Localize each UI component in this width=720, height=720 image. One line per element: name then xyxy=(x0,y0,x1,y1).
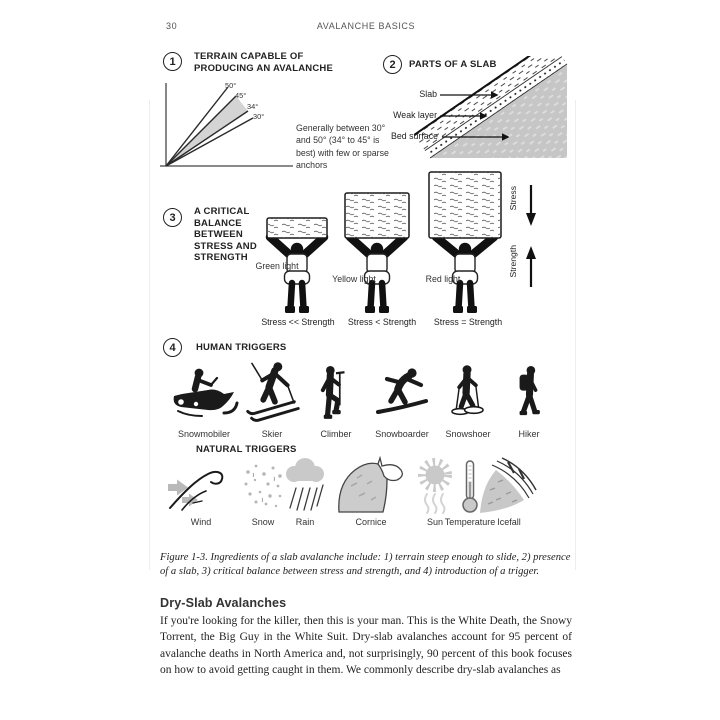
layer-label-bed-surface: Bed surface xyxy=(391,131,438,141)
human-trigger-skier xyxy=(238,356,306,439)
page-edge-right xyxy=(575,100,576,570)
natural-trigger-label: Cornice xyxy=(355,517,387,527)
snowshoer-icon xyxy=(434,360,502,426)
slab-layers-diagram xyxy=(400,56,570,162)
natural-trigger-rain xyxy=(282,454,328,527)
human-trigger-label: Snowmobiler xyxy=(177,429,231,439)
climber-icon xyxy=(303,360,369,426)
strength-up-arrow-icon xyxy=(524,245,538,289)
cornice-icon xyxy=(337,456,405,514)
human-trigger-climber xyxy=(303,356,369,439)
figure-caption: Figure 1-3. Ingredients of a slab avalanche include: 1) terrain steep enough to slide, 2) presence of a slab, 3) critical balance between stress and strength, and 4) introduction of a trigger. xyxy=(160,552,571,578)
rain-icon xyxy=(282,458,328,514)
human-trigger-label: Snowshoer xyxy=(445,429,491,439)
natural-trigger-label: Temperature xyxy=(444,517,496,527)
natural-trigger-cornice xyxy=(337,454,405,527)
case-label-red: Red light xyxy=(425,274,461,284)
angle-label-30: 30° xyxy=(253,112,265,121)
terrain-note: Generally between 30° and 50° (34° to 45° is best) with few or sparse anchors xyxy=(296,123,389,170)
panel-title-slab: PARTS OF A SLAB xyxy=(409,59,497,70)
human-trigger-hiker xyxy=(496,356,562,439)
body-paragraph: If you're looking for the killer, then this is your man. This is the White Death, the Snowy Torrent, the Big Guy in the White Suit. Dry-slab avalanches account for 95 percent of avalanche deaths in North America and, not surprisingly, 90 percent of this book focuses on how to avoid getting caught in them. We commonly describe dry-slab avalanches as xyxy=(160,615,572,677)
snowboarder-iconbox xyxy=(367,356,437,426)
natural-trigger-label: Icefall xyxy=(497,517,521,527)
natural-trigger-wind xyxy=(163,454,239,527)
case-label-yellow: Yellow light xyxy=(332,274,376,284)
natural-triggers-title: NATURAL TRIGGERS xyxy=(196,444,297,455)
natural-trigger-label: Sun xyxy=(426,517,443,527)
hiker-icon xyxy=(496,360,562,426)
natural-trigger-snow xyxy=(240,454,286,527)
snowmobiler-iconbox xyxy=(168,356,240,426)
stress-axis-label: Stress xyxy=(508,186,518,211)
relation-green: Stress << Strength xyxy=(261,317,335,327)
human-trigger-snowboarder xyxy=(366,356,438,439)
stress-down-arrow-icon xyxy=(524,183,538,227)
human-trigger-label: Hiker xyxy=(518,429,540,439)
natural-trigger-label: Snow xyxy=(251,517,275,527)
panel-number-2: 2 xyxy=(383,55,402,74)
relation-yellow: Stress < Strength xyxy=(347,317,417,327)
panel-number-3: 3 xyxy=(163,208,182,227)
page-edge-left xyxy=(149,100,150,570)
skier-icon xyxy=(238,358,306,426)
human-trigger-label: Snowboarder xyxy=(375,429,429,439)
panel-title-balance: A CRITICAL BALANCE BETWEEN STRESS AND STRENGTH xyxy=(194,206,257,263)
human-trigger-snowmobiler xyxy=(168,356,240,439)
icefall-icon xyxy=(478,456,540,514)
snow-iconbox xyxy=(240,454,286,514)
strength-axis-label: Strength xyxy=(508,245,518,278)
panel-number-4: 4 xyxy=(163,338,182,357)
natural-trigger-label: Wind xyxy=(190,517,212,527)
snowshoer-iconbox xyxy=(434,356,502,426)
climber-iconbox xyxy=(303,356,369,426)
layer-label-weak-layer: Weak layer xyxy=(393,110,437,120)
stress-figure-yellow xyxy=(330,191,425,315)
snow-icon xyxy=(240,460,286,514)
angle-label-34: 34° xyxy=(247,102,259,111)
angle-label-45: 45° xyxy=(235,91,247,100)
snowmobiler-icon xyxy=(168,358,240,426)
panel-title-human: HUMAN TRIGGERS xyxy=(196,342,287,353)
rain-iconbox xyxy=(282,454,328,514)
wind-iconbox xyxy=(165,454,237,514)
slope-angle-diagram xyxy=(155,80,305,177)
running-head: AVALANCHE BASICS xyxy=(316,21,416,31)
page-number: 30 xyxy=(166,21,178,31)
case-label-green: Green light xyxy=(255,261,299,271)
human-trigger-label: Skier xyxy=(261,429,283,439)
natural-trigger-icefall xyxy=(478,454,540,527)
human-trigger-label: Climber xyxy=(320,429,352,439)
snowboarder-icon xyxy=(367,360,437,426)
panel-number-1: 1 xyxy=(163,52,182,71)
cornice-iconbox xyxy=(337,454,405,514)
icefall-iconbox xyxy=(478,454,540,514)
layer-label-slab: Slab xyxy=(419,89,437,99)
relation-red: Stress = Strength xyxy=(433,317,503,327)
panel-title-terrain: TERRAIN CAPABLE OF PRODUCING AN AVALANCHE xyxy=(194,51,333,74)
skier-iconbox xyxy=(238,356,306,426)
stress-figure-red xyxy=(418,170,513,315)
wind-icon xyxy=(165,456,237,514)
natural-trigger-label: Rain xyxy=(295,517,315,527)
angle-label-50: 50° xyxy=(225,81,237,90)
hiker-iconbox xyxy=(496,356,562,426)
section-heading: Dry-Slab Avalanches xyxy=(160,596,287,610)
human-trigger-snowshoer xyxy=(434,356,502,439)
